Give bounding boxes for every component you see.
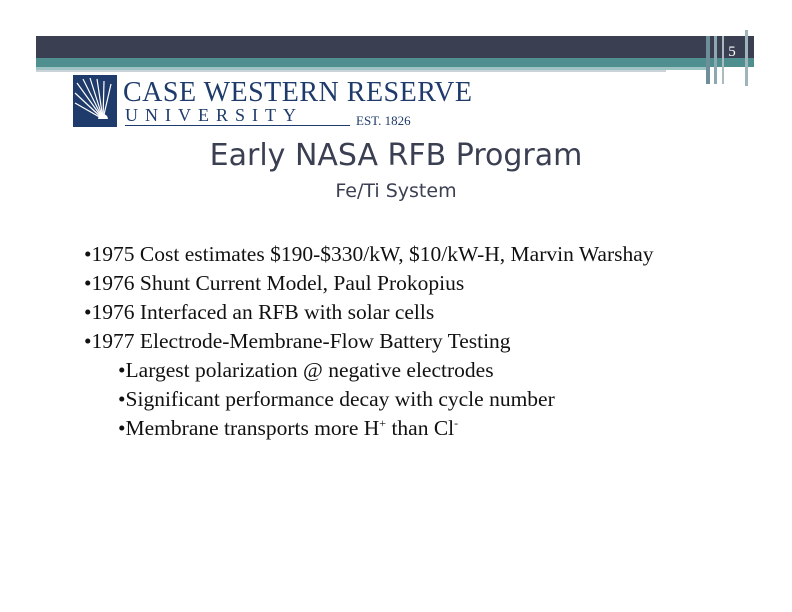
- header-band-gray: [36, 70, 666, 72]
- slide-title: Early NASA RFB Program: [209, 138, 583, 173]
- sub-bullet-text: •Membrane transports more H: [118, 416, 380, 440]
- sub-bullet-text: than Cl: [386, 416, 455, 440]
- sub-bullet-item: •Largest polarization @ negative electrodes: [118, 358, 494, 382]
- bullet-item: •1976 Interfaced an RFB with solar cells: [84, 300, 435, 324]
- university-logo: [73, 75, 473, 131]
- sub-bullet-item: [84, 414, 724, 443]
- slide-number: 5: [728, 44, 736, 60]
- bullet-item: •1977 Electrode-Membrane-Flow Battery Testing: [84, 329, 511, 353]
- superscript-minus: -: [454, 416, 459, 430]
- superscript-plus: +: [379, 416, 387, 430]
- bullet-item: •1975 Cost estimates $190-$330/kW, $10/kW-H, Marvin Warshay: [84, 242, 654, 266]
- bullet-list: [84, 240, 724, 443]
- header-tail-stripe: [706, 36, 710, 84]
- slide-subtitle: Fe/Ti System: [335, 180, 457, 202]
- header-band-teal: [36, 58, 754, 67]
- header-tail-stripe: [745, 30, 748, 86]
- sunburst-icon: [73, 75, 117, 127]
- logo-wordmark: CASE WESTERN RESERVE: [123, 77, 473, 108]
- logo-established: EST. 1826: [356, 113, 411, 128]
- bullet-item: •1976 Shunt Current Model, Paul Prokopius: [84, 271, 465, 295]
- header-tail-stripe: [714, 36, 717, 84]
- header-bar: [36, 36, 754, 58]
- logo-rule: [125, 125, 350, 126]
- sub-bullet-item: •Significant performance decay with cycle number: [118, 387, 555, 411]
- logo-university: UNIVERSITY: [125, 105, 303, 125]
